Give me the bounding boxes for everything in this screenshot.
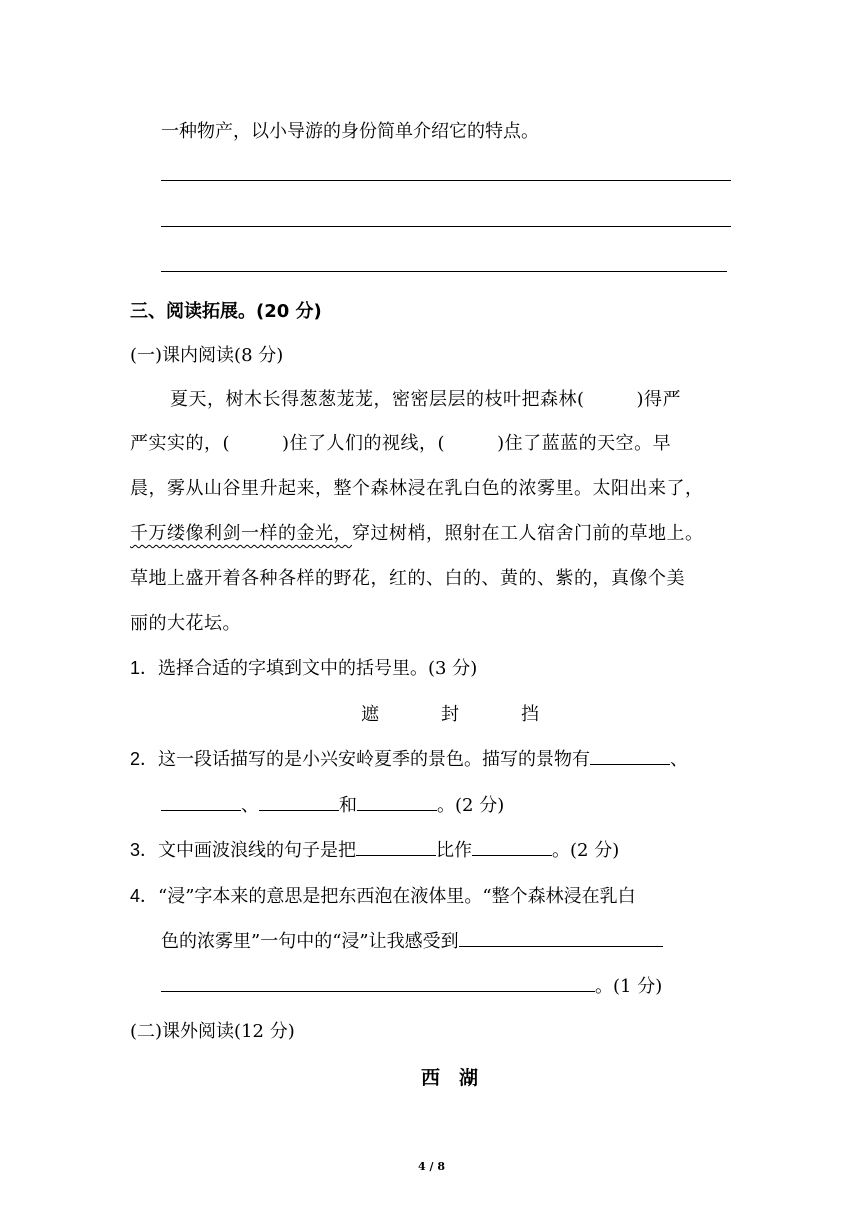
question-text: 色的浓雾里”一句中的“浸”让我感受到 [161, 931, 459, 952]
passage-line-4 [130, 519, 704, 545]
section-heading: 三、阅读拓展。(20 分) [130, 301, 322, 322]
answer-blank[interactable] [161, 973, 595, 992]
answer-blank[interactable] [459, 928, 663, 947]
question-number: 3． [130, 840, 159, 860]
question-1 [130, 654, 477, 680]
choice-1: 遮 [361, 704, 379, 725]
answer-blank[interactable] [259, 792, 339, 811]
separator: 、 [241, 795, 259, 816]
passage-text: )住了人们的视线，( [282, 433, 446, 454]
passage-line-2 [130, 429, 671, 455]
wavy-sentence: 千万缕像利剑一样的金光， [130, 523, 352, 544]
answer-blank[interactable] [472, 837, 552, 856]
answer-line-1 [161, 180, 731, 181]
passage-text: 严实实的，( [130, 433, 231, 454]
question-text: “浸”字本来的意思是把东西泡在液体里。“整个森林浸在乳白 [158, 886, 636, 907]
question-text: 这一段话描写的是小兴安岭夏季的景色。描写的景物有 [158, 749, 591, 770]
question-3 [130, 836, 619, 862]
answer-blank[interactable] [161, 792, 241, 811]
score: 。(2 分) [552, 840, 620, 861]
score: 。(1 分) [595, 976, 663, 997]
answer-line-2 [161, 226, 731, 227]
question-text: 选择合适的字填到文中的括号里。(3 分) [158, 658, 478, 679]
answer-blank[interactable] [356, 837, 436, 856]
question-4-cont2 [161, 972, 662, 998]
question-number: 4． [130, 886, 159, 906]
passage-text: )得严 [636, 389, 682, 410]
question-2 [130, 745, 688, 771]
passage-line-1 [170, 385, 681, 411]
question-4 [130, 882, 636, 908]
answer-blank[interactable] [357, 792, 437, 811]
answer-line-3 [161, 271, 727, 272]
question-number: 1． [130, 658, 159, 678]
question-text: 比作 [436, 840, 473, 861]
essay-title: 西 湖 [421, 1067, 479, 1089]
question-text: 文中画波浪线的句子是把 [158, 840, 357, 861]
passage-line-3: 晨，雾从山谷里升起来，整个森林浸在乳白色的浓雾里。太阳出来了， [130, 478, 704, 499]
passage-text: )住了蓝蓝的天空。早 [497, 433, 672, 454]
part1-title: (一)课内阅读(8 分) [130, 345, 284, 366]
passage-text: 穿过树梢，照射在工人宿舍门前的草地上。 [352, 523, 704, 544]
question-2-cont [161, 791, 504, 817]
question-number: 2． [130, 749, 159, 769]
question-4-cont [161, 927, 663, 953]
passage-line-5: 草地上盛开着各种各样的野花，红的、白的、黄的、紫的，真像个美 [130, 568, 685, 589]
part2-title: (二)课外阅读(12 分) [130, 1021, 295, 1042]
page-number: 4 / 8 [418, 1160, 445, 1173]
passage-text: 夏天，树木长得葱葱茏茏，密密层层的枝叶把森林( [170, 389, 585, 410]
score: 。(2 分) [437, 795, 505, 816]
choice-3: 挡 [521, 704, 539, 725]
separator: 、 [670, 749, 689, 770]
intro-line: 一种物产，以小导游的身份简单介绍它的特点。 [161, 121, 539, 142]
conjunction: 和 [339, 795, 357, 816]
answer-blank[interactable] [590, 746, 670, 765]
passage-line-6: 丽的大花坛。 [130, 613, 241, 634]
choice-2: 封 [441, 704, 459, 725]
